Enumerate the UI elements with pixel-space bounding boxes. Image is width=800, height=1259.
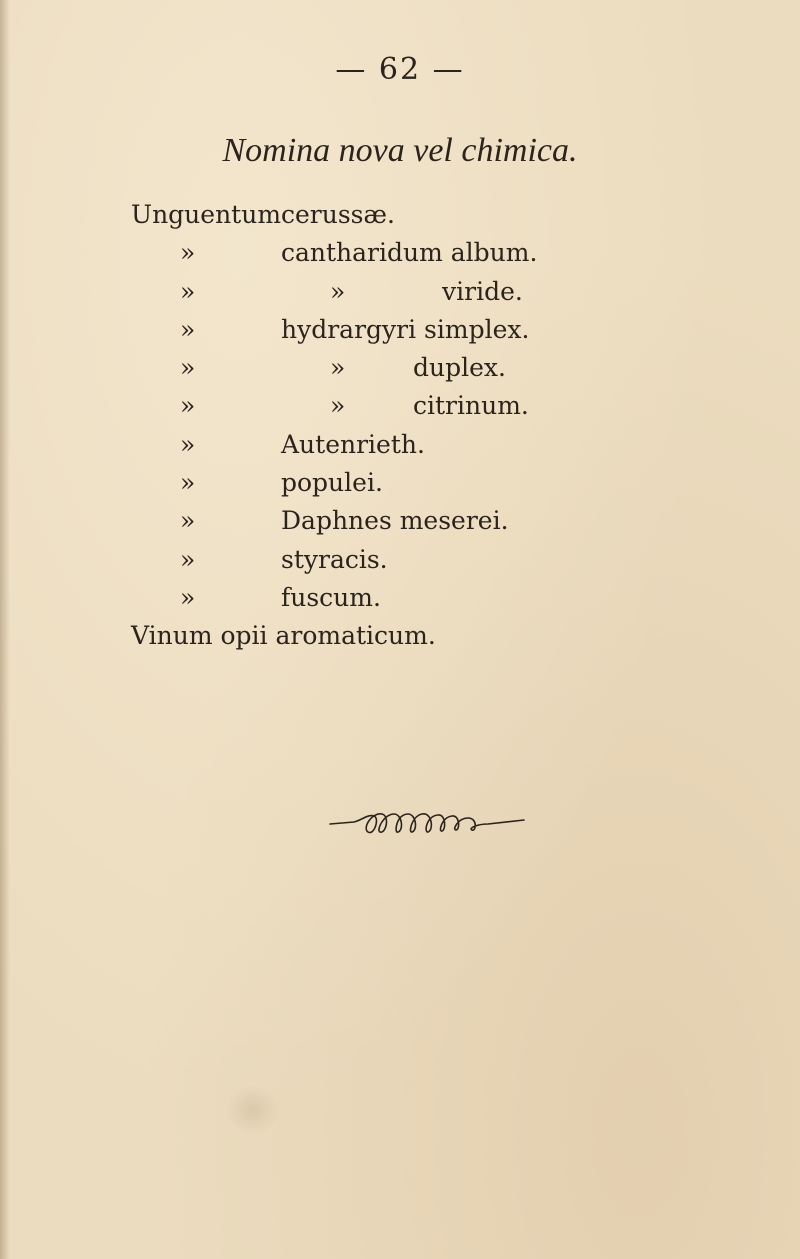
ditto-mark: » — [180, 276, 196, 306]
list-item — [0, 617, 800, 655]
scroll-ornament-icon — [328, 800, 528, 850]
paper-stain — [225, 1085, 280, 1135]
ditto-mark: » — [330, 391, 346, 421]
list-item — [0, 311, 800, 349]
entry-suffix: duplex. — [413, 353, 506, 383]
ditto-mark: » — [180, 544, 196, 574]
list-item — [0, 579, 800, 617]
entry-main: cerussæ. — [281, 200, 395, 229]
entry-main: populei. — [281, 468, 383, 498]
ditto-mark: » — [180, 468, 196, 498]
entry-suffix: citrinum. — [413, 391, 529, 421]
section-heading: Nomina nova vel chimica. — [222, 132, 578, 169]
entry-main: Daphnes meserei. — [281, 506, 509, 536]
list-item — [0, 387, 800, 425]
ditto-mark: » — [180, 506, 196, 536]
entry-first: Unguentum — [131, 200, 282, 229]
entry-main: styracis. — [281, 544, 388, 574]
list-item — [0, 426, 800, 464]
list-item — [0, 196, 800, 234]
list-item — [0, 502, 800, 540]
entry-list — [0, 196, 800, 656]
entry-first: Vinum opii aromaticum. — [131, 621, 436, 651]
ditto-mark: » — [180, 391, 196, 421]
ditto-mark: » — [330, 353, 346, 383]
ditto-mark: » — [180, 314, 196, 344]
page-number: — 62 — — [335, 52, 465, 87]
entry-main: Autenrieth. — [281, 429, 425, 459]
list-item — [0, 349, 800, 387]
ditto-mark: » — [180, 582, 196, 612]
list-item — [0, 541, 800, 579]
ditto-mark: » — [180, 238, 196, 268]
entry-suffix: viride. — [442, 276, 523, 306]
list-item — [0, 273, 800, 311]
list-item — [0, 234, 800, 272]
ditto-mark: » — [180, 353, 196, 383]
entry-main: hydrargyri simplex. — [281, 314, 530, 344]
list-item — [0, 464, 800, 502]
ditto-mark: » — [180, 429, 196, 459]
ditto-mark: » — [330, 276, 346, 306]
entry-main: cantharidum album. — [281, 238, 538, 268]
entry-main: fuscum. — [281, 582, 381, 612]
